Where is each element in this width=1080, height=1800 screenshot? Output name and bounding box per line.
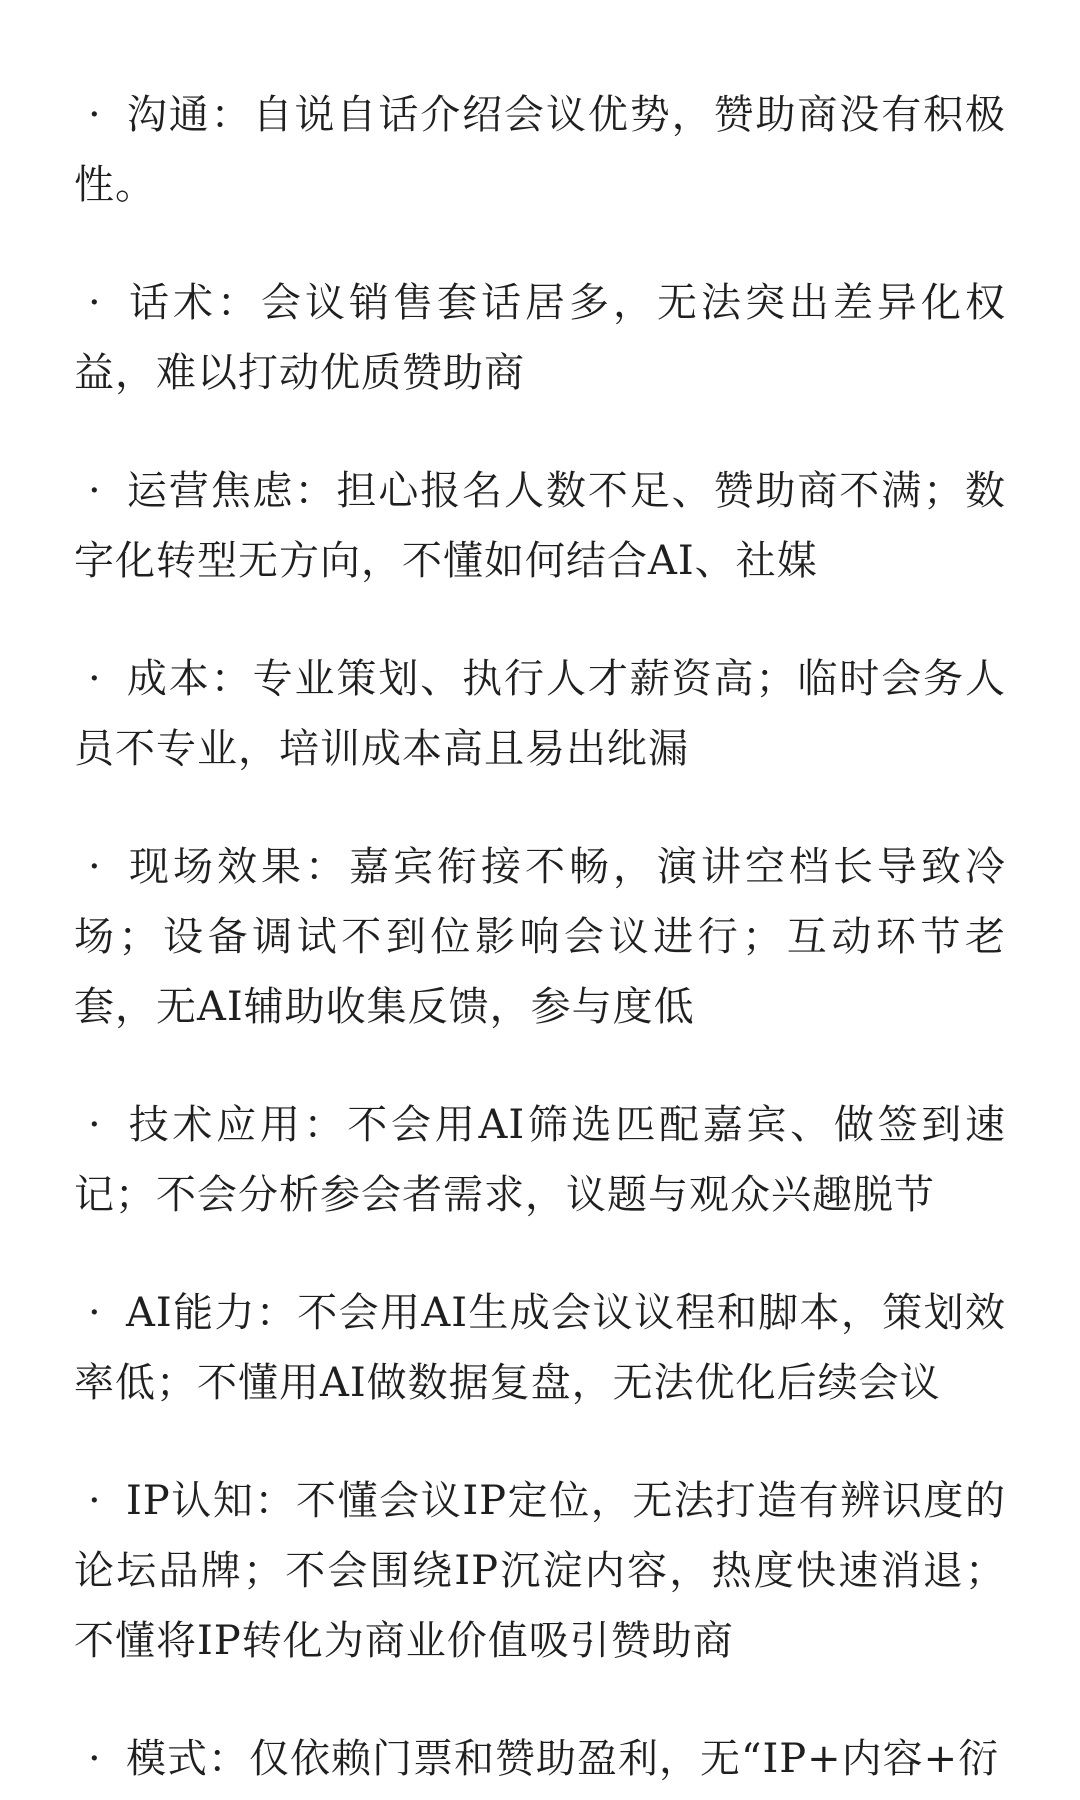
- item-text: 话术：会议销售套话居多，无法突出差异化权益，难以打动优质赞助商: [74, 280, 1006, 396]
- bullet: ·: [88, 656, 102, 702]
- list-item: [74, 1090, 1006, 1230]
- bullet: ·: [88, 1736, 102, 1782]
- bullet: ·: [88, 468, 102, 514]
- bullet: ·: [88, 1478, 102, 1524]
- list-item: [74, 1466, 1006, 1676]
- item-text: 沟通：自说自话介绍会议优势，赞助商没有积极性。: [74, 92, 1006, 208]
- bullet: ·: [88, 280, 102, 326]
- list-item: [74, 1724, 1006, 1794]
- list-item: [74, 1278, 1006, 1418]
- list-item: [74, 832, 1006, 1042]
- item-text: 现场效果：嘉宾衔接不畅，演讲空档长导致冷场；设备调试不到位影响会议进行；互动环节老套，无AI辅助收集反馈，参与度低: [74, 844, 1006, 1030]
- list-item: [74, 456, 1006, 596]
- item-text: 模式：仅依赖门票和赞助盈利，无“IP+内容+衍: [126, 1736, 1000, 1782]
- list-item: [74, 268, 1006, 408]
- bullet: ·: [88, 1102, 102, 1148]
- item-text: AI能力：不会用AI生成会议议程和脚本，策划效率低；不懂用AI做数据复盘，无法优化后续会议: [74, 1290, 1006, 1406]
- item-text: IP认知：不懂会议IP定位，无法打造有辨识度的论坛品牌；不会围绕IP沉淀内容，热度快速消退；不懂将IP转化为商业价值吸引赞助商: [74, 1478, 1006, 1664]
- item-text: 成本：专业策划、执行人才薪资高；临时会务人员不专业，培训成本高且易出纰漏: [74, 656, 1006, 772]
- list-item: [74, 644, 1006, 784]
- item-text: 技术应用：不会用AI筛选匹配嘉宾、做签到速记；不会分析参会者需求，议题与观众兴趣脱节: [74, 1102, 1006, 1218]
- bullet: ·: [88, 92, 102, 138]
- bullet: ·: [88, 844, 102, 890]
- item-text: 运营焦虑：担心报名人数不足、赞助商不满；数字化转型无方向，不懂如何结合AI、社媒: [74, 468, 1006, 584]
- bullet: ·: [88, 1290, 102, 1336]
- list-item: [74, 80, 1006, 220]
